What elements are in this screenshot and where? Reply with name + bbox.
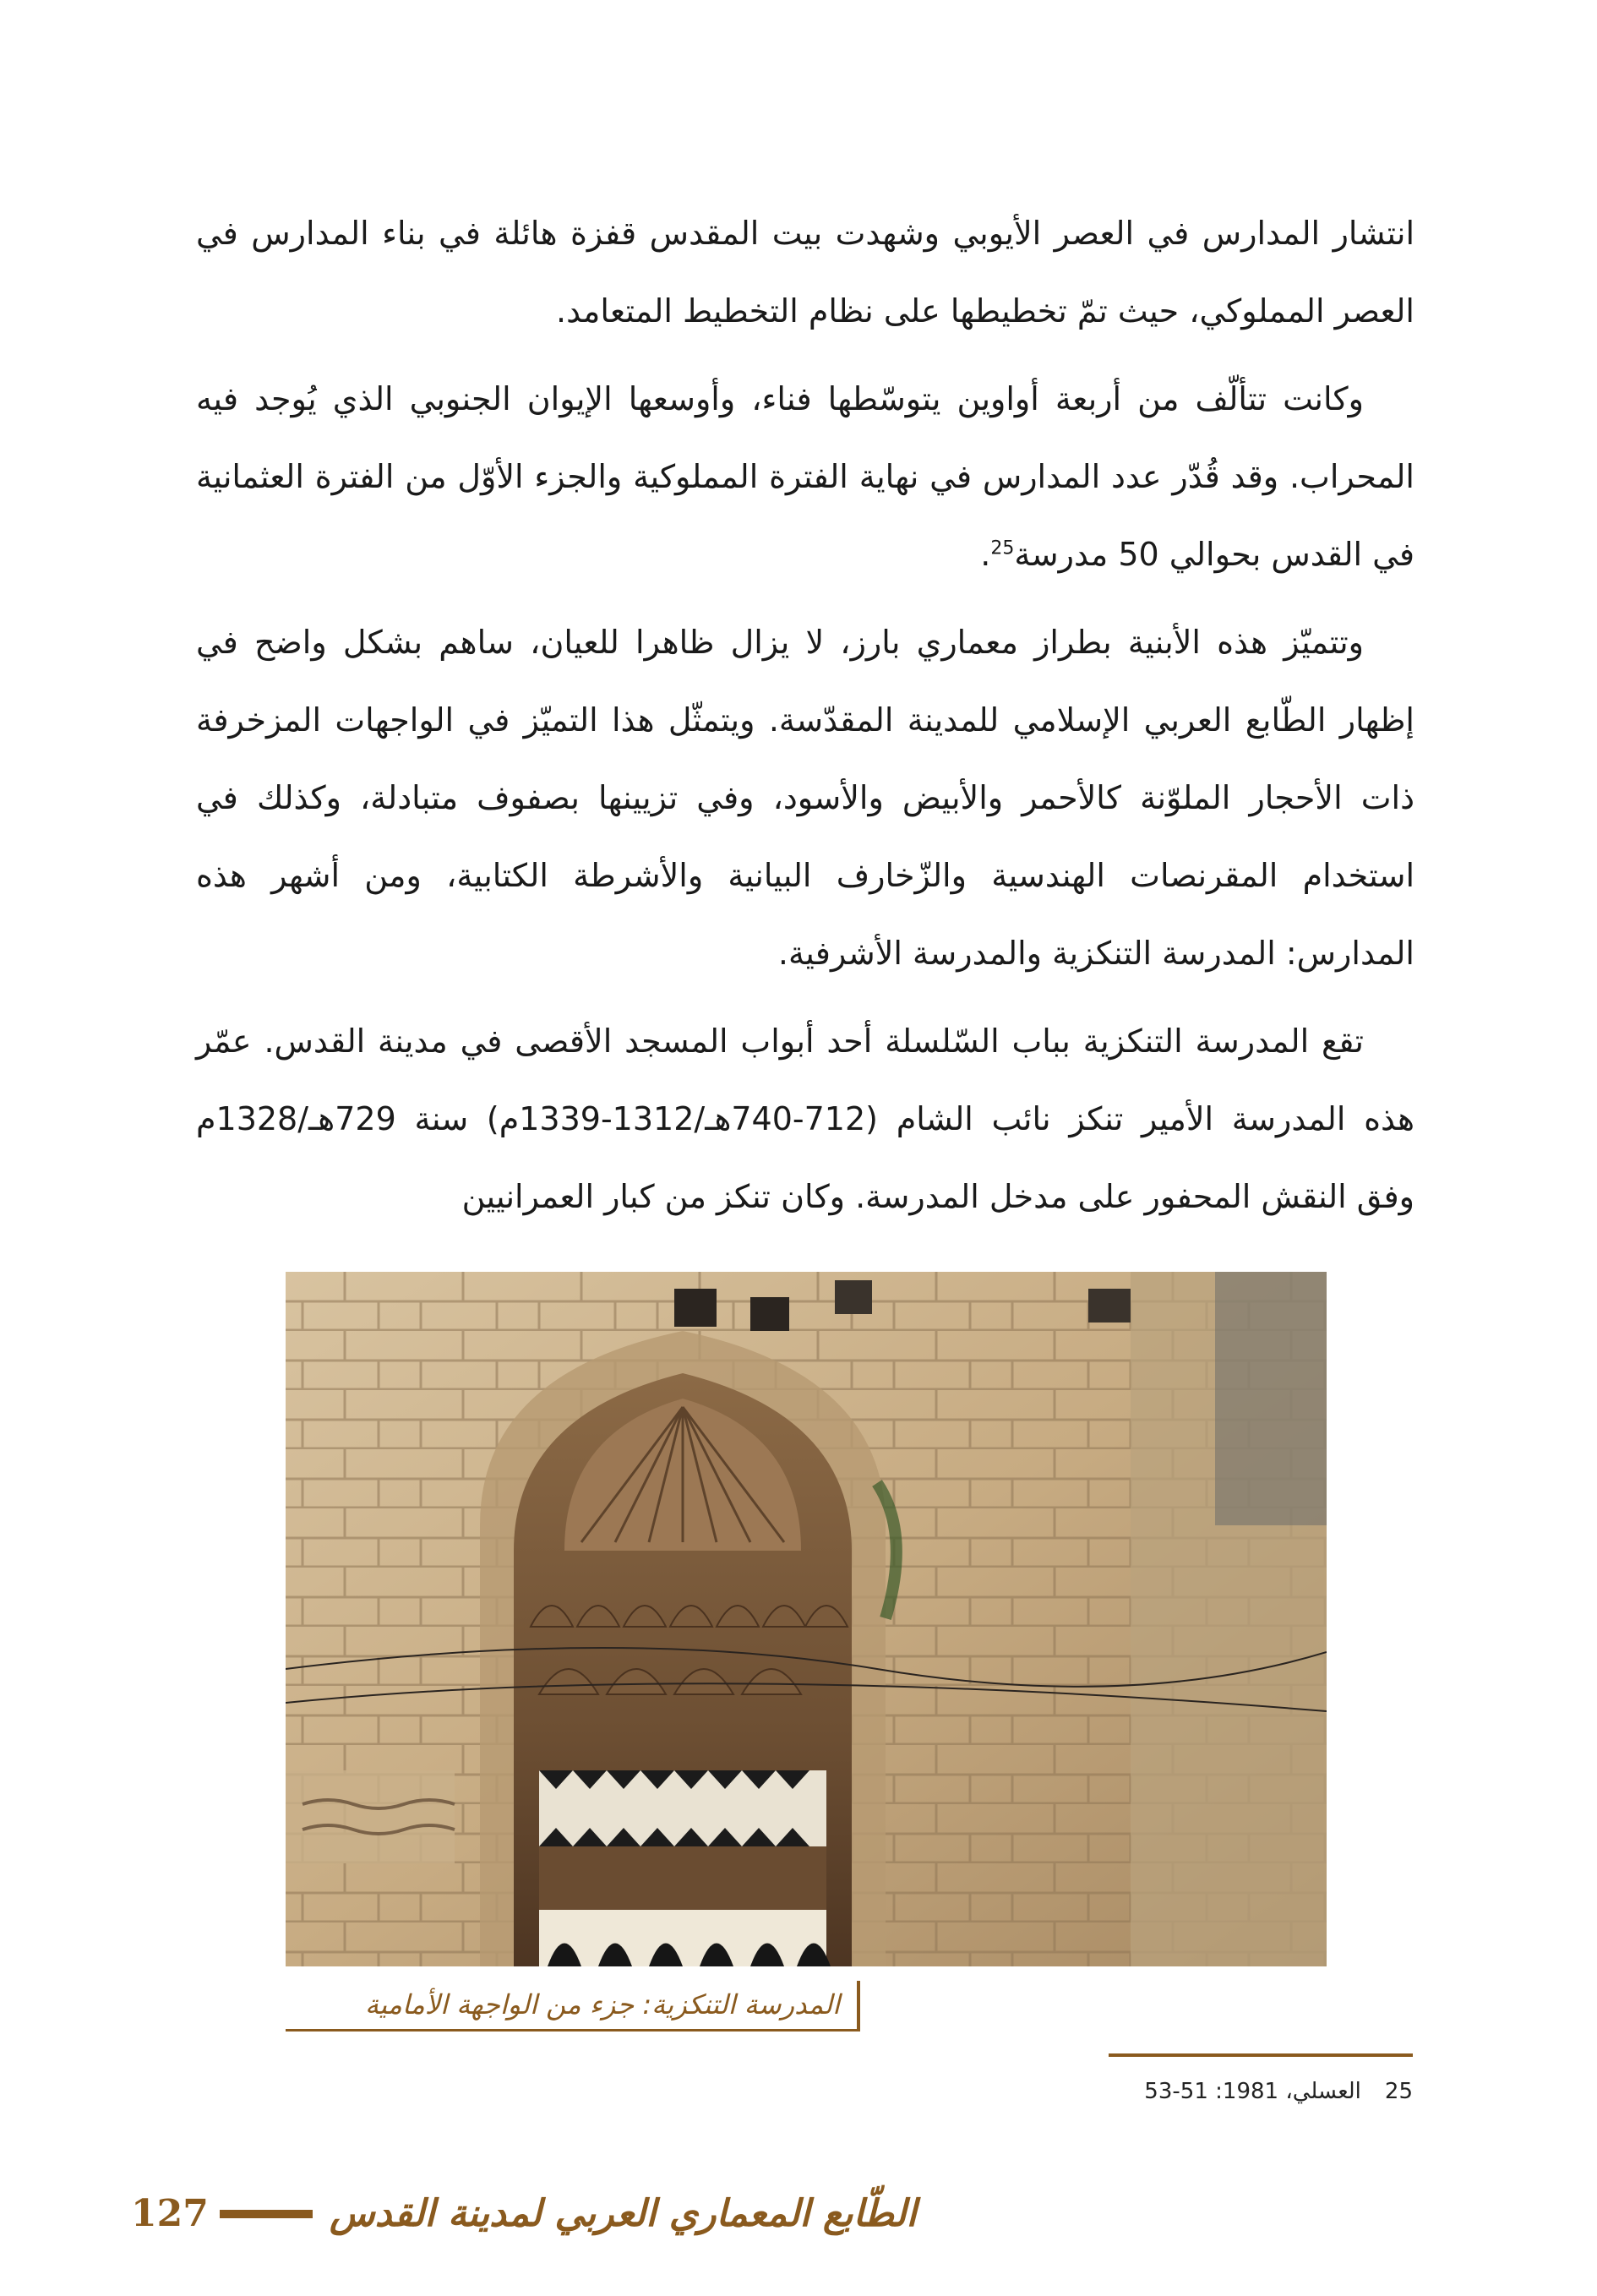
footnote-divider — [1109, 2053, 1413, 2057]
paragraph-2-text: وكانت تتألّف من أربعة أواوين يتوسّطها فناء، وأوسعها الإيوان الجنوبي الذي يُوجد فيه المحراب. وقد قُدّر عدد المدارس في نهاية الفترة المملوكية والجزء الأوّل من الفترة العثمانية في القدس بحوالي 50 مدرسة — [196, 380, 1414, 573]
running-title: الطّابع المعماري العربي لمدينة القدس — [330, 2192, 917, 2235]
footer-divider-bar — [220, 2210, 313, 2218]
tankiziyya-facade-photo — [286, 1272, 1327, 1966]
footnote-text: العسلي، 1981: 51-53 — [1144, 2079, 1361, 2104]
facade-photo-illustration — [286, 1272, 1327, 1966]
body-text — [196, 194, 1414, 1246]
footnote-reference[interactable]: 25 — [990, 537, 1015, 559]
paragraph-2 — [196, 360, 1414, 593]
page-number: 127 — [131, 2192, 209, 2235]
paragraph-2-end: . — [980, 536, 991, 573]
paragraph-1: انتشار المدارس في العصر الأيوبي وشهدت بيت المقدس قفزة هائلة في بناء المدارس في العصر المملوكي، حيث تمّ تخطيطها على نظام التخطيط المتعامد. — [196, 215, 1414, 330]
footnote-number: 25 — [1384, 2079, 1413, 2104]
paragraph-3: وتتميّز هذه الأبنية بطراز معماري بارز، لا يزال ظاهرا للعيان، ساهم بشكل واضح في إظهار الطّابع العربي الإسلامي للمدينة المقدّسة. ويتمثّل هذا التميّز في الواجهات المزخرفة ذات الأحجار الملوّنة كالأحمر والأبيض والأسود، وفي تزيينها بصفوف متبادلة، وكذلك في استخدام المقرنصات الهندسية والزّخارف البيانية والأشرطة الكتابية، ومن أشهر هذه المدارس: المدرسة التنكزية والمدرسة الأشرفية. — [196, 624, 1414, 972]
paragraph-4: تقع المدرسة التنكزية بباب السّلسلة أحد أبواب المسجد الأقصى في مدينة القدس. عمّر هذه المدرسة الأمير تنكز نائب الشام (712-740هـ/1312-1339م) سنة 729هـ/1328م وفق النقش المحفور على مدخل المدرسة. وكان تنكز من كبار العمرانيين — [196, 1023, 1414, 1215]
page-footer — [127, 2187, 1529, 2246]
figure-caption: المدرسة التنكزية: جزء من الواجهة الأمامية — [286, 1981, 860, 2031]
footnote — [929, 2075, 1413, 2108]
